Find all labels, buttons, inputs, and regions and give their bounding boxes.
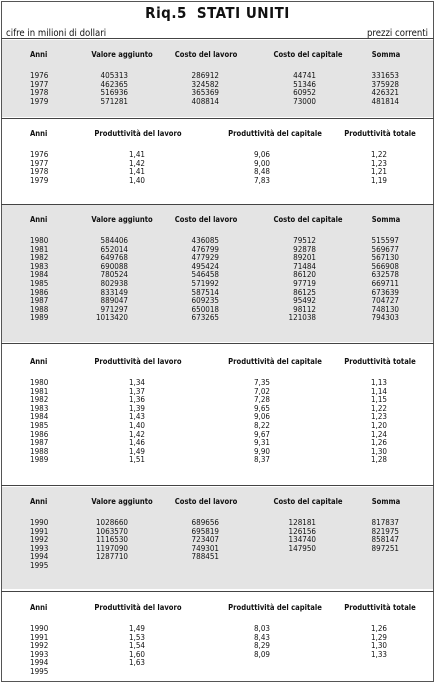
- value-cell: 7,83: [253, 175, 270, 185]
- value-cell: 1,20: [370, 421, 387, 430]
- table-row: [2, 667, 433, 677]
- value-cell: 673265: [191, 313, 219, 323]
- value-cell: 8,03: [253, 624, 270, 633]
- value-cell: 1,33: [370, 649, 387, 659]
- column-header: Anni: [30, 215, 48, 224]
- table-row: [2, 313, 433, 323]
- value-cell: 650018: [191, 304, 219, 314]
- column-header: Produttività del capitale: [228, 603, 322, 612]
- year-cell: 1987: [30, 296, 49, 306]
- value-cell: 1,41: [128, 167, 145, 177]
- column-header: Produttività del lavoro: [94, 357, 182, 366]
- column-header: Somma: [371, 215, 401, 224]
- column-header: Costo del lavoro: [174, 50, 238, 59]
- column-header: Costo del capitale: [273, 497, 343, 506]
- column-header: Anni: [30, 497, 48, 506]
- value-cell: 128181: [288, 518, 316, 527]
- value-cell: 1,49: [128, 446, 145, 456]
- value-cell: 9,90: [253, 446, 270, 456]
- value-cell: 51346: [293, 79, 316, 89]
- value-cell: 1,26: [370, 624, 387, 633]
- value-cell: 1,42: [128, 158, 145, 168]
- value-cell: 481814: [371, 96, 399, 106]
- prices-note: prezzi correnti: [366, 28, 428, 39]
- year-cell: 1977: [30, 158, 49, 168]
- productivity-table: [2, 593, 433, 679]
- value-cell: 1,30: [370, 446, 387, 456]
- value-cell: 1013420: [95, 313, 128, 323]
- year-cell: 1988: [30, 446, 49, 456]
- column-header: Anni: [30, 129, 48, 138]
- column-header: Costo del lavoro: [174, 215, 238, 224]
- table-header: [2, 215, 433, 225]
- value-cell: 571281: [100, 96, 128, 106]
- table-header: [2, 357, 433, 367]
- value-cell: 8,09: [253, 649, 270, 659]
- value-cell: 1116530: [95, 535, 128, 545]
- year-cell: 1993: [30, 543, 49, 553]
- value-cell: 1,41: [128, 150, 145, 159]
- value-cell: 1,21: [370, 167, 387, 177]
- year-cell: 1984: [30, 270, 49, 280]
- year-cell: 1982: [30, 395, 49, 405]
- value-cell: 587514: [191, 287, 219, 297]
- value-cell: 98112: [293, 304, 316, 314]
- year-cell: 1976: [30, 150, 49, 159]
- value-cell: 567130: [371, 253, 399, 263]
- value-cell: 8,29: [253, 641, 270, 651]
- value-cell: 477929: [191, 253, 219, 263]
- year-cell: 1991: [30, 526, 49, 536]
- table-header: [2, 129, 433, 139]
- value-cell: 749301: [191, 543, 219, 553]
- year-cell: 1980: [30, 378, 49, 387]
- value-cell: 95492: [293, 296, 316, 306]
- year-cell: 1985: [30, 279, 49, 288]
- column-header: Produttività totale: [344, 603, 416, 612]
- productivity-table: [2, 119, 433, 203]
- column-header: Valore aggiunto: [91, 215, 153, 224]
- year-cell: 1992: [30, 535, 49, 545]
- column-header: Produttività del capitale: [228, 357, 322, 366]
- section-divider: [1, 485, 434, 486]
- column-header: Produttività del capitale: [228, 129, 322, 138]
- value-cell: 44741: [293, 71, 316, 80]
- value-cell: 79512: [293, 236, 316, 245]
- value-cell: 817837: [371, 518, 399, 527]
- value-cell: 1,49: [128, 624, 145, 633]
- value-cell: 515597: [371, 236, 399, 245]
- value-cell: 1063570: [95, 526, 128, 536]
- values-table: [2, 487, 433, 589]
- year-cell: 1991: [30, 632, 49, 642]
- value-cell: 462365: [100, 79, 128, 89]
- column-header: Costo del capitale: [273, 215, 343, 224]
- value-cell: 704727: [371, 296, 399, 306]
- value-cell: 571992: [191, 279, 219, 288]
- value-cell: 1,37: [128, 386, 145, 396]
- value-cell: 1197090: [95, 543, 128, 553]
- value-cell: 476799: [191, 244, 219, 254]
- year-cell: 1985: [30, 421, 49, 430]
- table-header: [2, 603, 433, 613]
- value-cell: 97719: [293, 279, 316, 288]
- value-cell: 546458: [191, 270, 219, 280]
- value-cell: 7,28: [253, 395, 270, 405]
- year-cell: 1992: [30, 641, 49, 651]
- value-cell: 92878: [293, 244, 316, 254]
- value-cell: 1,23: [370, 412, 387, 422]
- value-cell: 1,14: [370, 386, 387, 396]
- value-cell: 7,35: [253, 378, 270, 387]
- value-cell: 897251: [371, 543, 399, 553]
- value-cell: 1,40: [128, 175, 145, 185]
- year-cell: 1994: [30, 552, 49, 562]
- section-divider: [1, 591, 434, 592]
- value-cell: 858147: [371, 535, 399, 545]
- value-cell: 1,30: [370, 641, 387, 651]
- value-cell: 1,23: [370, 158, 387, 168]
- units-note: cifre in milioni di dollari: [6, 28, 107, 39]
- value-cell: 1287710: [95, 552, 128, 562]
- year-cell: 1981: [30, 386, 49, 396]
- value-cell: 1,13: [370, 378, 387, 387]
- value-cell: 516936: [100, 88, 128, 98]
- value-cell: 1,53: [128, 632, 145, 642]
- value-cell: 1,43: [128, 412, 145, 422]
- column-header: Anni: [30, 603, 48, 612]
- value-cell: 833149: [100, 287, 128, 297]
- value-cell: 748130: [371, 304, 399, 314]
- value-cell: 126156: [288, 526, 316, 536]
- value-cell: 1,22: [370, 403, 387, 413]
- value-cell: 584406: [100, 236, 128, 245]
- section-divider: [1, 343, 434, 344]
- year-cell: 1987: [30, 438, 49, 448]
- column-header: Produttività del lavoro: [94, 129, 182, 138]
- year-cell: 1979: [30, 96, 49, 106]
- year-cell: 1979: [30, 175, 49, 185]
- year-cell: 1990: [30, 624, 49, 633]
- value-cell: 324582: [191, 79, 219, 89]
- value-cell: 71484: [293, 261, 316, 271]
- value-cell: 649768: [100, 253, 128, 263]
- value-cell: 689656: [191, 518, 219, 527]
- value-cell: 8,48: [253, 167, 270, 177]
- value-cell: 1,54: [128, 641, 145, 651]
- table-row: [2, 176, 433, 186]
- year-cell: 1984: [30, 412, 49, 422]
- year-cell: 1980: [30, 236, 49, 245]
- value-cell: 1,29: [370, 632, 387, 642]
- value-cell: 1,26: [370, 438, 387, 448]
- value-cell: 1,15: [370, 395, 387, 405]
- column-header: Anni: [30, 357, 48, 366]
- value-cell: 1,28: [370, 455, 387, 465]
- year-cell: 1986: [30, 429, 49, 439]
- year-cell: 1976: [30, 71, 49, 80]
- value-cell: 1,63: [128, 658, 145, 668]
- year-cell: 1978: [30, 88, 49, 98]
- table-row: [2, 97, 433, 107]
- table-header: [2, 50, 433, 60]
- value-cell: 495424: [191, 261, 219, 271]
- value-cell: 9,06: [253, 150, 270, 159]
- value-cell: 632578: [371, 270, 399, 280]
- value-cell: 723407: [191, 535, 219, 545]
- value-cell: 9,67: [253, 429, 270, 439]
- value-cell: 286912: [191, 71, 219, 80]
- value-cell: 1,42: [128, 429, 145, 439]
- value-cell: 1,24: [370, 429, 387, 439]
- table-row: [2, 455, 433, 465]
- value-cell: 405313: [100, 71, 128, 80]
- section-divider: [1, 38, 434, 39]
- value-cell: 1,40: [128, 421, 145, 430]
- value-cell: 8,37: [253, 455, 270, 465]
- value-cell: 695819: [191, 526, 219, 536]
- productivity-table: [2, 347, 433, 484]
- year-cell: 1989: [30, 313, 49, 323]
- value-cell: 375928: [371, 79, 399, 89]
- value-cell: 147950: [288, 543, 316, 553]
- column-header: Valore aggiunto: [91, 50, 153, 59]
- value-cell: 1,22: [370, 150, 387, 159]
- title-prefix: Riq.5: [145, 4, 187, 22]
- year-cell: 1995: [30, 667, 49, 676]
- value-cell: 1,36: [128, 395, 145, 405]
- value-cell: 121038: [288, 313, 316, 323]
- column-header: Valore aggiunto: [91, 497, 153, 506]
- value-cell: 652014: [100, 244, 128, 254]
- value-cell: 9,31: [253, 438, 270, 448]
- value-cell: 86125: [293, 287, 316, 297]
- value-cell: 1,39: [128, 403, 145, 413]
- value-cell: 60952: [293, 88, 316, 98]
- value-cell: 971297: [100, 304, 128, 314]
- value-cell: 673639: [371, 287, 399, 297]
- table-header: [2, 497, 433, 507]
- value-cell: 1,46: [128, 438, 145, 448]
- value-cell: 1,60: [128, 649, 145, 659]
- value-cell: 8,43: [253, 632, 270, 642]
- value-cell: 9,00: [253, 158, 270, 168]
- year-cell: 1990: [30, 518, 49, 527]
- value-cell: 669711: [371, 279, 399, 288]
- column-header: Produttività del lavoro: [94, 603, 182, 612]
- value-cell: 331653: [371, 71, 399, 80]
- value-cell: 9,65: [253, 403, 270, 413]
- value-cell: 89201: [293, 253, 316, 263]
- value-cell: 794303: [371, 313, 399, 323]
- value-cell: 690088: [100, 261, 128, 271]
- value-cell: 73000: [293, 96, 316, 106]
- column-header: Costo del capitale: [273, 50, 343, 59]
- value-cell: 1,19: [370, 175, 387, 185]
- value-cell: 8,22: [253, 421, 270, 430]
- year-cell: 1983: [30, 403, 49, 413]
- year-cell: 1982: [30, 253, 49, 263]
- value-cell: 788451: [191, 552, 219, 562]
- column-header: Anni: [30, 50, 48, 59]
- value-cell: 566908: [371, 261, 399, 271]
- value-cell: 889047: [100, 296, 128, 306]
- value-cell: 86120: [293, 270, 316, 280]
- value-cell: 609235: [191, 296, 219, 306]
- value-cell: 780524: [100, 270, 128, 280]
- column-header: Produttività totale: [344, 129, 416, 138]
- year-cell: 1995: [30, 561, 49, 570]
- value-cell: 821975: [371, 526, 399, 536]
- column-header: Somma: [371, 497, 401, 506]
- value-cell: 134740: [288, 535, 316, 545]
- year-cell: 1981: [30, 244, 49, 254]
- value-cell: 1,34: [128, 378, 145, 387]
- value-cell: 7,02: [253, 386, 270, 396]
- value-cell: 365369: [191, 88, 219, 98]
- year-cell: 1977: [30, 79, 49, 89]
- value-cell: 1028660: [95, 518, 128, 527]
- table-row: [2, 561, 433, 571]
- values-table: [2, 40, 433, 117]
- column-header: Somma: [371, 50, 401, 59]
- value-cell: 569677: [371, 244, 399, 254]
- value-cell: 802938: [100, 279, 128, 288]
- column-header: Produttività totale: [344, 357, 416, 366]
- value-cell: 408814: [191, 96, 219, 106]
- values-table: [2, 205, 433, 342]
- year-cell: 1994: [30, 658, 49, 668]
- column-header: Costo del lavoro: [174, 497, 238, 506]
- year-cell: 1989: [30, 455, 49, 465]
- value-cell: 426321: [371, 88, 399, 98]
- value-cell: 436085: [191, 236, 219, 245]
- year-cell: 1988: [30, 304, 49, 314]
- year-cell: 1983: [30, 261, 49, 271]
- page-title: [0, 4, 435, 22]
- year-cell: 1978: [30, 167, 49, 177]
- year-cell: 1993: [30, 649, 49, 659]
- value-cell: 1,51: [128, 455, 145, 465]
- year-cell: 1986: [30, 287, 49, 297]
- value-cell: 9,06: [253, 412, 270, 422]
- title-main: STATI UNITI: [196, 4, 290, 22]
